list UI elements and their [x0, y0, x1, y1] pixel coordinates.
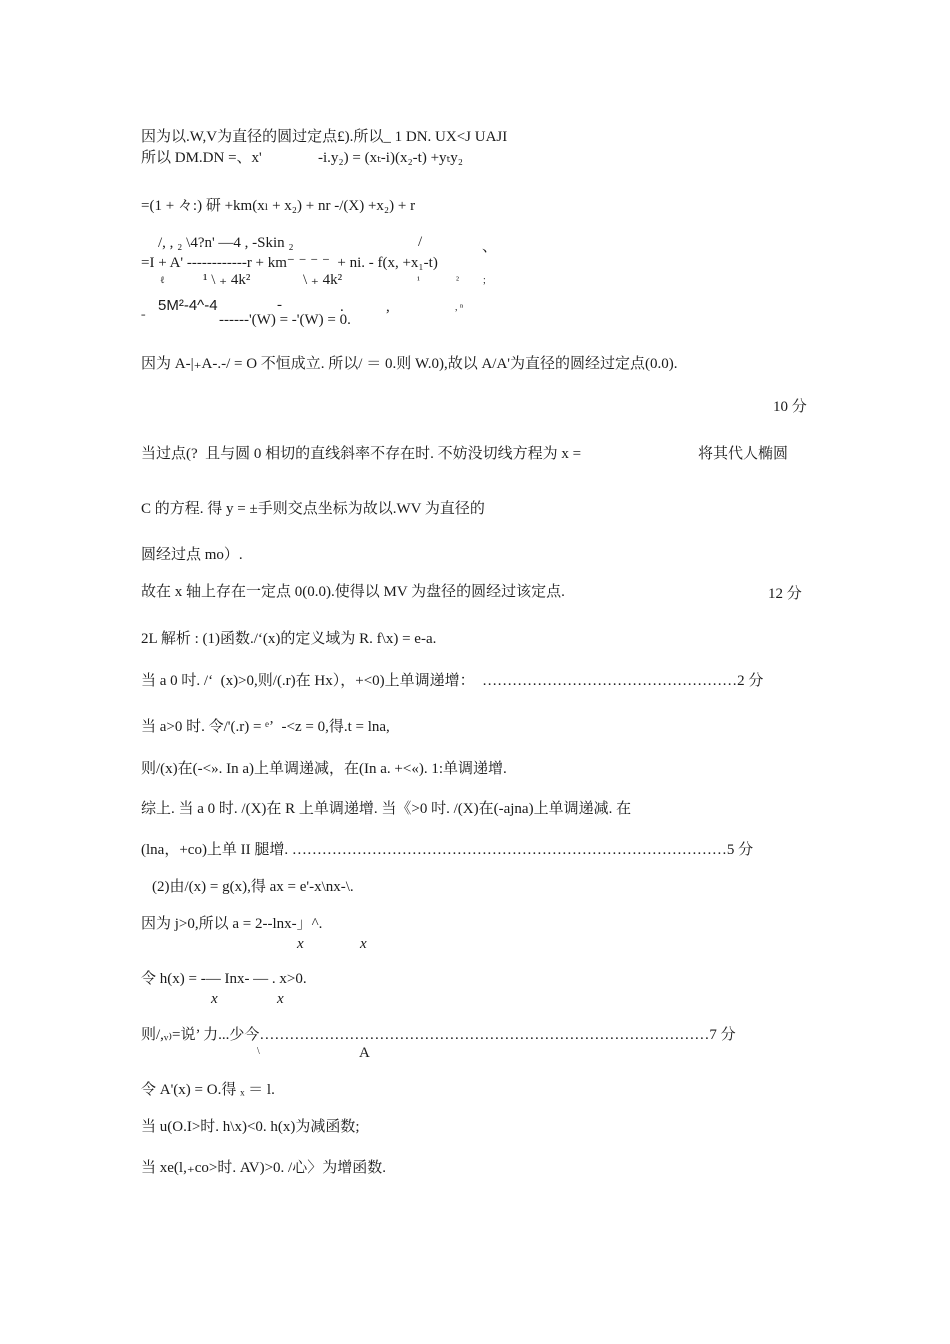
- text-line: C 的方程. 得 y = ±手则交点坐标为故以.WV 为直径的: [141, 501, 485, 517]
- formula-fragment: , ⁿ: [455, 302, 464, 313]
- text-line: (2)由/(x) = g(x),得 ax = e'-x\nx-\.: [152, 879, 354, 895]
- formula-fragment: x: [297, 936, 304, 952]
- formula-fragment: x: [277, 991, 284, 1007]
- text-line: 令 A'(x) = O.得 ₓ ＝ l.: [141, 1082, 275, 1098]
- formula-fragment: ;: [483, 275, 486, 286]
- formula-line: =(1 + 々:) 研 +km(xₗ + x₂) + nr -/(X) +x₂) + r: [141, 198, 416, 214]
- formula-fragment: ²: [456, 275, 459, 286]
- formula-fragment: ¹: [417, 275, 420, 286]
- formula-fragment: /, , ₂ \4?n' —4 , -Skin ₂: [158, 235, 294, 251]
- formula-fragment: \: [257, 1046, 260, 1057]
- formula-fragment: 5M²-4^-4: [158, 297, 218, 314]
- text-line: 当过点(? 且与圆 0 相切的直线斜率不存在时. 不妨没切线方程为 x =: [141, 446, 582, 462]
- formula-fragment: =: [141, 311, 146, 320]
- formula-fragment: ,: [386, 299, 390, 315]
- formula-line: =I + A' ------------r + km⁻ ⁻ ⁻ ⁻ + ni. - f(x, +x₁-t): [141, 255, 438, 271]
- text-line: 因为 A-|₊A-.-/ = O 不恒成立. 所以/ ＝ 0.则 W.0),故以 A/A'为直径的圆经过定点(0.0).: [141, 356, 678, 372]
- text-line: 令 h(x) = -— Inx- — . x>0.: [141, 971, 307, 987]
- text-line: 因为以.W,V为直径的圆过定点£).所以_ 1 DN. UX<J UAJI: [141, 129, 508, 145]
- text-line: 圆经过点 mo）.: [141, 547, 243, 563]
- formula-fragment: x: [211, 991, 218, 1007]
- formula-fragment: 、: [482, 239, 498, 255]
- formula-fragment: A: [359, 1045, 370, 1061]
- text-line: 所以 DM.DN =、x' -i.y₂) = (xₜ-i)(x₂-t) +yₜy₂: [141, 150, 463, 166]
- text-line: 当 u(O.I>时. h\x)<0. h(x)为减函数;: [141, 1119, 360, 1135]
- text-line: 当 xe(l,₊co>时. AV)>0. /心〉为增函数.: [141, 1160, 386, 1176]
- formula-fragment: -: [277, 297, 282, 313]
- text-line: 则/,ᵥ₎=说’ 力...少今………………………………………………………………………………7 分: [141, 1027, 736, 1043]
- score-label: 12 分: [768, 586, 802, 602]
- text-line: 当 a>0 时. 令/'(.r) = ᵉʼ -<z = 0,得.t = lna,: [141, 719, 390, 735]
- text-line: 综上. 当 a 0 时. /(X)在 R 上单调递增. 当《>0 吋. /(X)在(-ajna)上单调递减. 在: [141, 801, 632, 817]
- formula-fragment: .: [340, 299, 344, 315]
- text-line: 因为 j>0,所以 a = 2--lnx-」^.: [141, 916, 323, 932]
- formula-fragment: x: [360, 936, 367, 952]
- formula-fragment: \ ₊ 4k²: [303, 272, 343, 288]
- text-line: 当 a 0 吋. /ʻ (x)>0,则/(.r)在 Hx），+<0)上单调递增： ……………………………………………2 分: [141, 673, 764, 689]
- score-label: 10 分: [773, 399, 807, 415]
- text-line: 则/(x)在(-<». In a)上单调递减，在(In a. +<«). 1:单调递增.: [141, 761, 507, 777]
- formula-fragment: ¹ \ ₊ 4k²: [203, 272, 251, 288]
- text-line: (lna，+co)上单 II 腿增. ……………………………………………………………………………5 分: [141, 842, 754, 858]
- text-line: 故在 x 轴上存在一定点 0(0.0).使得以 MV 为盘径的圆经过该定点.: [141, 584, 565, 600]
- formula-fragment: /: [418, 234, 423, 250]
- text-line: 将其代人椭圆: [698, 446, 789, 462]
- formula-fragment: ℓ: [160, 275, 165, 286]
- text-line: 2L 解析 : (1)函数./‘(x)的定义域为 R. f\x) = e-a.: [141, 631, 437, 647]
- formula-fragment: ------'(W) = -'(W) = 0.: [219, 312, 351, 328]
